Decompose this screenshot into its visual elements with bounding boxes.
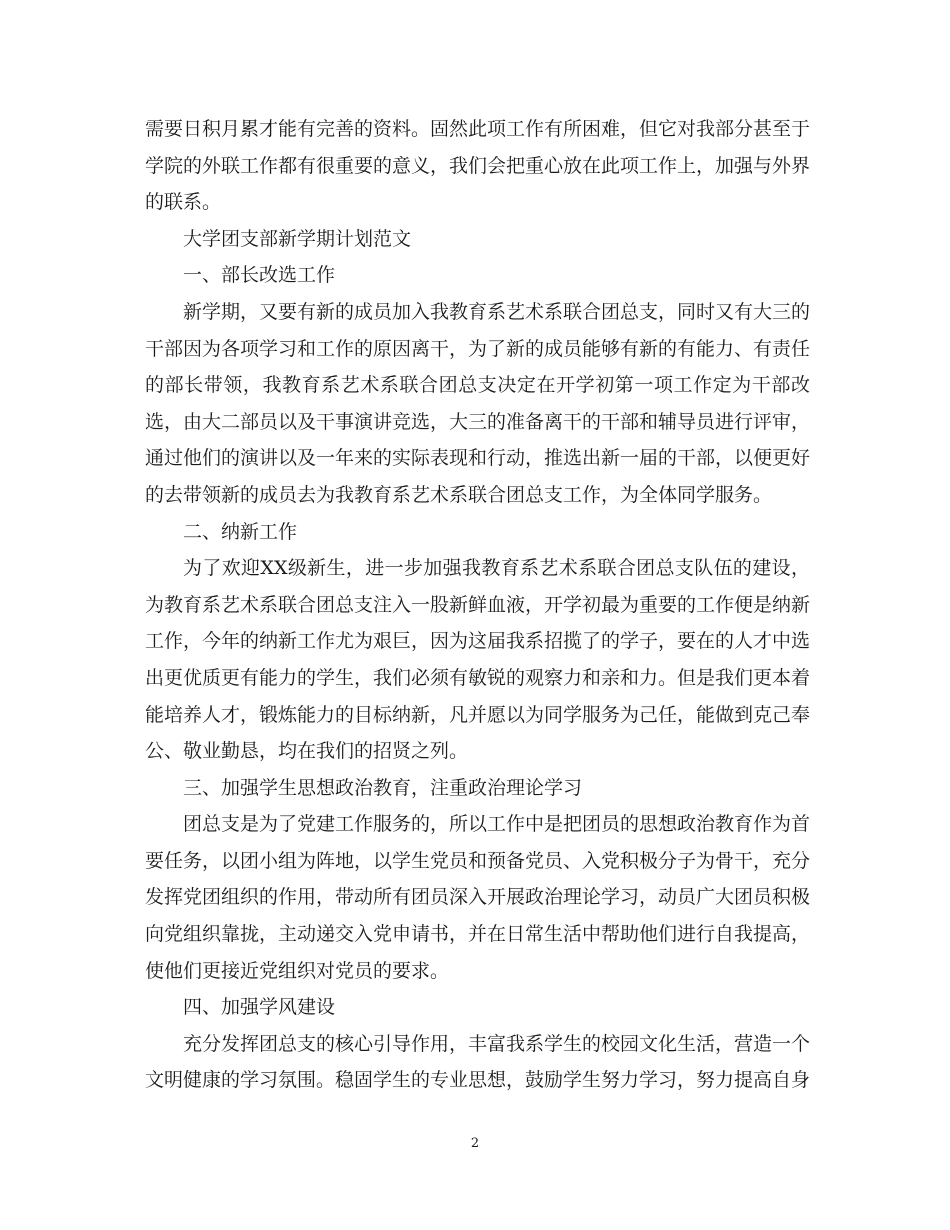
document-body	[145, 111, 810, 1099]
heading-2: 二、纳新工作	[183, 520, 298, 543]
section-title: 大学团支部新学期计划范文	[183, 227, 412, 250]
page-number: 2	[470, 1136, 480, 1151]
paragraph-4: 团总支是为了党建工作服务的，所以工作中是把团员的思想政治教育作为首要任务，以团小组为阵地，以学生党员和预备党员、入党积极分子为骨干，充分发挥党团组织的作用，带动所有团员深入开展政治理论学习，动员广大团员积极向党组织靠拢，主动递交入党申请书，并在日常生活中帮助他们进行自我提高，使他们更接近党组织对党员的要求。	[145, 813, 811, 982]
heading-3: 三、加强学生思想政治教育，注重政治理论学习	[183, 776, 583, 799]
paragraph-3: 为了欢迎XX级新生，进一步加强我教育系艺术系联合团总支队伍的建设，为教育系艺术系联合团总支注入一股新鲜血液，开学初最为重要的工作便是纳新工作，今年的纳新工作尤为艰巨，因为这届我系招揽了的学子，要在的人才中选出更优质更有能力的学生，我们必须有敏锐的观察力和亲和力。但是我们更本着能培养人才，锻炼能力的目标纳新，凡并愿以为同学服务为己任，能做到克己奉公、敬业勤恳，均在我们的招贤之列。	[145, 557, 811, 763]
paragraph-5: 充分发挥团总支的核心引导作用，丰富我系学生的校园文化生活，营造一个文明健康的学习氛围。稳固学生的专业思想，鼓励学生努力学习，努力提高自身	[145, 1032, 811, 1092]
heading-1: 一、部长改选工作	[183, 264, 336, 287]
heading-4: 四、加强学风建设	[183, 996, 336, 1019]
paragraph-2: 新学期，又要有新的成员加入我教育系艺术系联合团总支，同时又有大三的干部因为各项学习和工作的原因离干，为了新的成员能够有新的有能力、有责任的部长带领，我教育系艺术系联合团总支决定在开学初第一项工作定为干部改选，由大二部员以及干事演讲竞选，大三的准备离干的干部和辅导员进行评审，通过他们的演讲以及一年来的实际表现和行动，推选出新一届的干部，以便更好的去带领新的成员去为我教育系艺术系联合团总支工作，为全体同学服务。	[145, 300, 811, 506]
paragraph-1: 需要日积月累才能有完善的资料。固然此项工作有所困难，但它对我部分甚至于学院的外联工作都有很重要的意义，我们会把重心放在此项工作上，加强与外界的联系。	[145, 118, 811, 214]
